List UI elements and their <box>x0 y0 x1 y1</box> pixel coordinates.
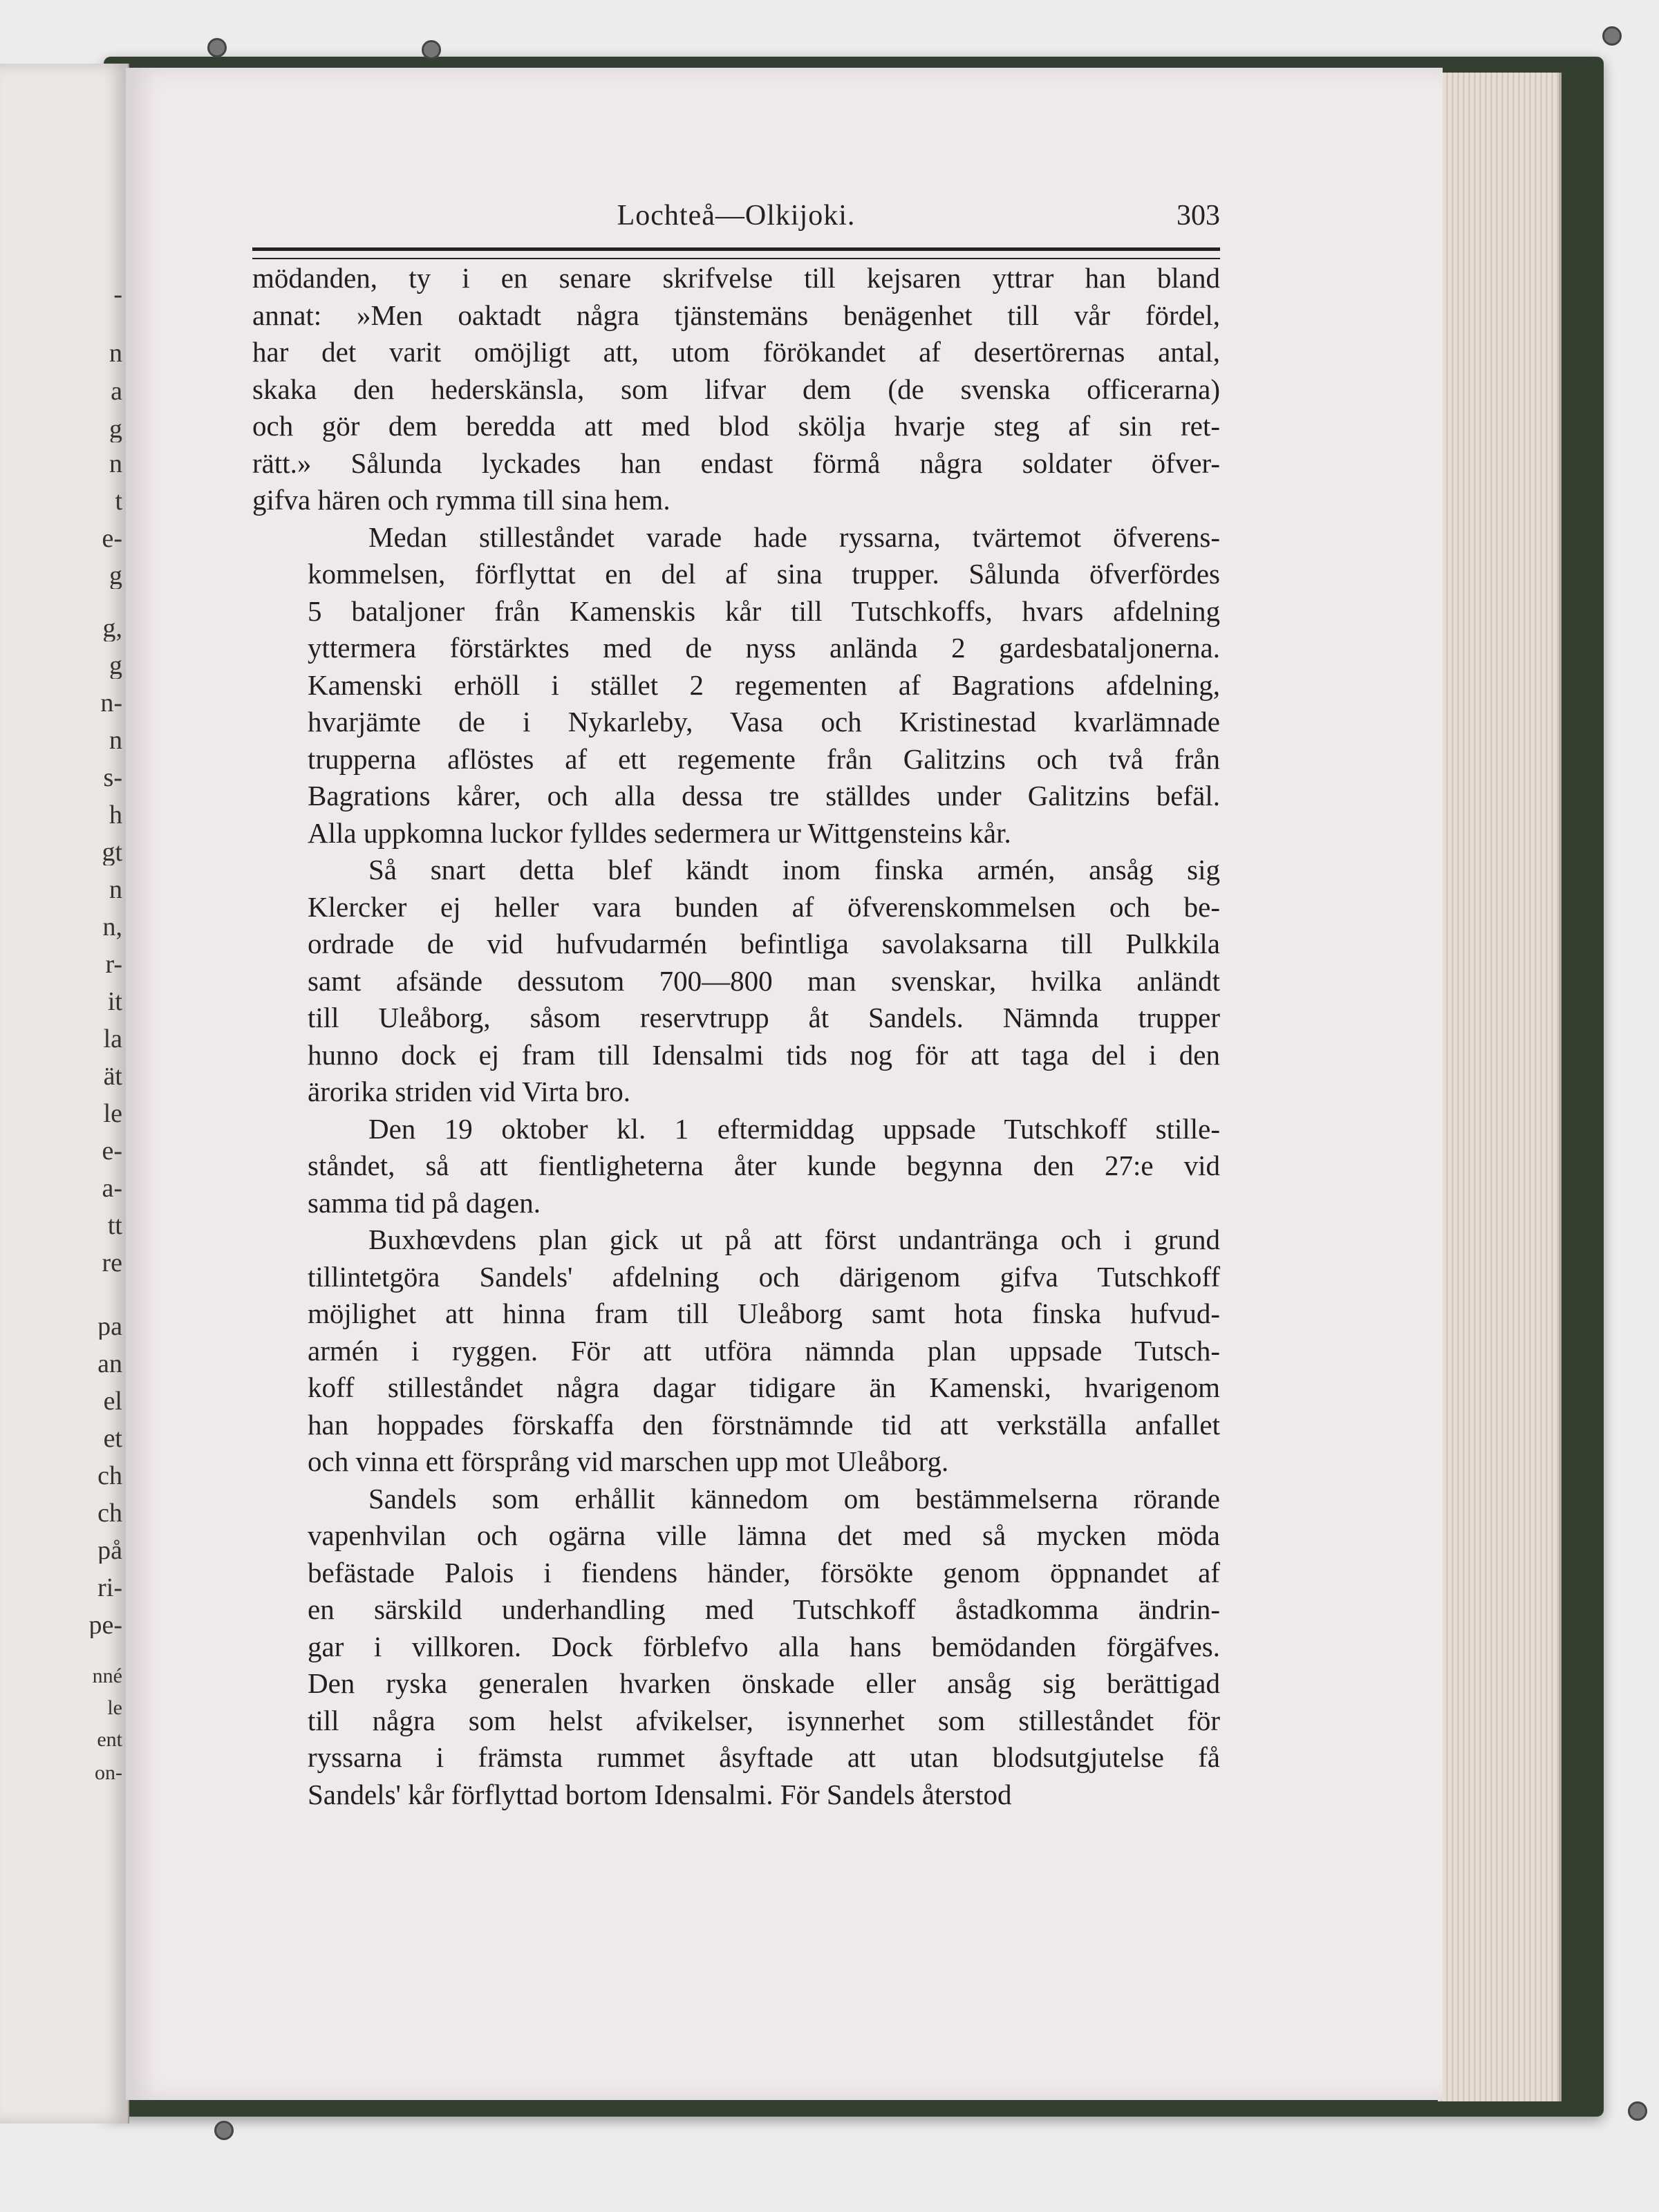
clip-icon <box>214 2121 234 2140</box>
left-page-fragment: on- <box>95 1763 122 1783</box>
left-page-fragment: nné <box>92 1666 122 1687</box>
left-page-fragment: - <box>113 281 122 308</box>
clip-icon <box>1628 2101 1647 2121</box>
text-line: ryssarna i främsta rummet åsyftade att utan blodsutgjutelse få <box>308 1741 1220 1773</box>
text-line: Kamenski erhöll i stället 2 regementen af Bagrations afdelning, <box>308 668 1220 701</box>
text-line: samt afsände dessutom 700—800 man svenskar, hvilka anländt <box>308 964 1220 997</box>
left-page-fragment: g <box>109 563 122 589</box>
left-page-fragment: re <box>102 1250 122 1276</box>
running-head-title: Lochteå—Olkijoki. <box>617 200 856 232</box>
text-line: samma tid på dagen. <box>308 1186 541 1219</box>
text-line: ståndet, så att fientligheterna åter kunde begynna den 27:e vid <box>308 1150 1220 1181</box>
left-page-fragment: pe- <box>88 1612 122 1638</box>
left-page-fragment: pa <box>97 1313 122 1340</box>
clip-icon <box>422 40 441 59</box>
left-page-fragment: ent <box>97 1730 122 1750</box>
left-page-fragment: på <box>97 1537 122 1564</box>
text-line: ordrade de vid hufvudarmén befintliga savolaksarna till Pulkkila <box>308 928 1220 959</box>
left-page-fragment: t <box>115 488 122 514</box>
page-edges <box>1438 73 1562 2101</box>
left-page-fragment: ri- <box>97 1575 122 1601</box>
left-page-fragment: n <box>109 727 122 753</box>
text-line: hvarjämte de i Nykarleby, Vasa och Kristinestad kvarlämnade <box>308 706 1220 738</box>
text-line: skaka den hederskänsla, som lifvar dem (de svenska officerarna) <box>252 373 1220 405</box>
text-line: rätt.» Sålunda lyckades han endast förmå några soldater öfver- <box>252 447 1220 479</box>
left-page-fragment: a- <box>102 1175 122 1201</box>
body-text <box>252 260 1220 1813</box>
left-page-fragment: ch <box>97 1500 122 1526</box>
right-page <box>124 68 1443 2100</box>
text-line: befästade Palois i fiendens händer, försökte genom öppnandet af <box>308 1556 1220 1588</box>
text-line: yttermera förstärktes med de nyss anlända 2 gardesbataljonerna. <box>308 632 1220 664</box>
text-line: han hoppades förskaffa den förstnämnde tid att verkställa anfallet <box>308 1408 1220 1441</box>
left-page-fragment: le <box>103 1100 122 1127</box>
text-line: Den 19 oktober kl. 1 eftermiddag uppsade Tutschkoff stille- <box>368 1112 1220 1145</box>
header-rule <box>252 247 1220 259</box>
text-line: Bagrations kårer, och alla dessa tre ställdes under Galitzins befäl. <box>308 780 1220 812</box>
running-head <box>252 199 1220 242</box>
clip-icon <box>1602 26 1622 46</box>
left-page-fragment: s- <box>103 765 122 791</box>
left-page-fragment: n <box>109 451 122 477</box>
left-page-fragment: la <box>103 1026 122 1052</box>
text-line: gar i villkoren. Dock förblefvo alla hans bemödanden förgäfves. <box>308 1630 1220 1662</box>
text-line: gifva hären och rymma till sina hem. <box>252 484 671 516</box>
text-line: Buxhœvdens plan gick ut på att först undantränga och i grund <box>368 1224 1220 1255</box>
text-line: armén i ryggen. För att utföra nämnda plan uppsade Tutsch- <box>308 1334 1220 1367</box>
left-page-fragment: ch <box>97 1463 122 1489</box>
left-page-fragment: a <box>111 378 122 404</box>
left-page-fragment: et <box>103 1425 122 1452</box>
left-page-fragment: gt <box>102 839 122 865</box>
text-line: Sandels' kår förflyttad bortom Idensalmi. För Sandels återstod <box>308 1778 1012 1810</box>
text-line: Klercker ej heller vara bunden af öfverenskommelsen och be- <box>308 890 1220 923</box>
text-line: 5 bataljoner från Kamenskis kår till Tutschkoffs, hvars afdelning <box>308 594 1220 627</box>
paragraph <box>252 1481 1220 1814</box>
left-page-fragment: el <box>103 1388 122 1414</box>
text-line: mödanden, ty i en senare skrifvelse till kejsaren yttrar han bland <box>252 262 1220 294</box>
left-page-fragment: g <box>109 653 122 679</box>
left-page-fragment: it <box>107 988 122 1015</box>
paragraph <box>252 1111 1220 1222</box>
left-page-fragment: g <box>109 416 122 442</box>
text-line: Den ryska generalen hvarken önskade eller ansåg sig berättigad <box>308 1667 1220 1699</box>
text-line: har det varit omöjligt att, utom förökandet af desertörernas antal, <box>252 336 1220 368</box>
left-page-fragment: r- <box>105 951 122 977</box>
paragraph <box>252 260 1220 519</box>
text-line: en särskild underhandling med Tutschkoff åstadkomma ändrin- <box>308 1593 1220 1625</box>
text-line: möjlighet att hinna fram till Uleåborg samt hota finska hufvud- <box>308 1297 1220 1329</box>
paragraph <box>252 852 1220 1111</box>
left-page-fragment: e- <box>102 525 122 552</box>
left-page <box>0 64 129 2124</box>
left-page-fragment: h <box>109 802 122 828</box>
paragraph <box>252 1221 1220 1481</box>
left-page-fragment: n- <box>100 690 122 716</box>
text-line: och gör dem beredda att med blod skölja hvarje steg af sin ret- <box>252 410 1220 442</box>
left-page-fragment: n <box>109 340 122 366</box>
left-page-fragment: ät <box>103 1063 122 1089</box>
left-page-fragment: n, <box>102 914 122 940</box>
text-line: annat: »Men oaktadt några tjänstemäns benägenhet till vår fördel, <box>252 299 1220 331</box>
text-line: trupperna aflöstes af ett regemente från Galitzins och två från <box>308 742 1220 775</box>
left-page-fragment: e- <box>102 1138 122 1164</box>
page-number: 303 <box>1177 200 1220 232</box>
text-line: och vinna ett försprång vid marschen upp mot Uleåborg. <box>308 1445 949 1477</box>
text-line: Alla uppkomna luckor fylldes sedermera ur Wittgensteins kår. <box>308 816 1011 849</box>
left-page-fragment: an <box>97 1351 122 1377</box>
paragraph <box>252 519 1220 852</box>
clip-icon <box>207 38 227 57</box>
text-line: vapenhvilan och ogärna ville lämna det med så mycken möda <box>308 1519 1220 1551</box>
text-line: koff stilleståndet några dagar tidigare än Kamenski, hvarigenom <box>308 1371 1220 1403</box>
text-line: Så snart detta blef kändt inom finska armén, ansåg sig <box>368 854 1220 885</box>
text-line: till Uleåborg, såsom reservtrupp åt Sandels. Nämnda trupper <box>308 1002 1220 1033</box>
left-page-fragment: n <box>109 877 122 903</box>
text-line: hunno dock ej fram till Idensalmi tids nog för att taga del i den <box>308 1038 1220 1071</box>
text-line: till några som helst afvikelser, isynnerhet som stilleståndet för <box>308 1704 1220 1736</box>
text-line: Medan stilleståndet varade hade ryssarna, tvärtemot öfverens- <box>368 521 1220 553</box>
left-page-fragment: le <box>107 1698 122 1718</box>
text-line: tillintetgöra Sandels' afdelning och därigenom gifva Tutschkoff <box>308 1260 1220 1293</box>
text-line: ärorika striden vid Virta bro. <box>308 1076 631 1107</box>
text-line: Sandels som erhållit kännedom om bestämmelserna rörande <box>368 1482 1220 1515</box>
left-page-fragment: tt <box>107 1212 122 1239</box>
text-line: kommelsen, förflyttat en del af sina trupper. Sålunda öfverfördes <box>308 558 1220 590</box>
left-page-fragment: g, <box>102 615 122 641</box>
